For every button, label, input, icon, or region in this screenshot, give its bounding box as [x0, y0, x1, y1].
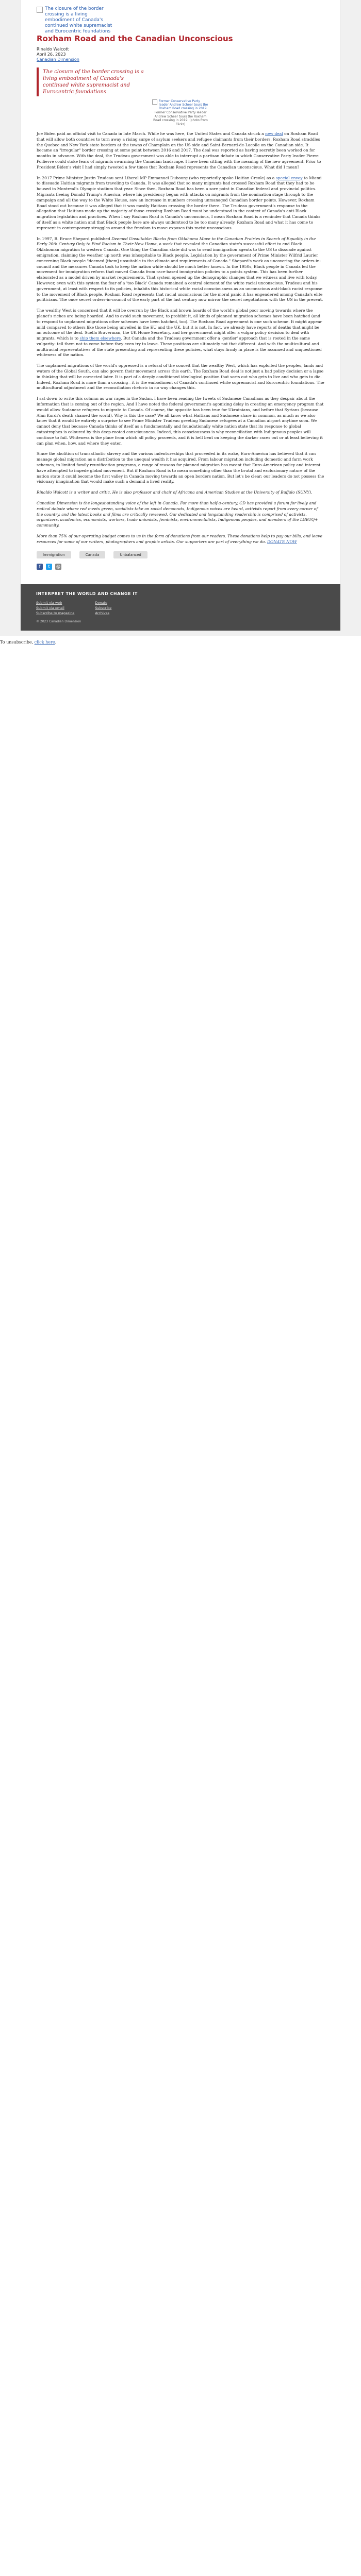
- ship-them-elsewhere-link[interactable]: ship them elsewhere: [79, 336, 121, 341]
- paragraph-text: on Roxham Road that will allow both countries to turn away a rising surge of asylum seekers and refugee claimants from their borders. Roxham Road straddles the Quebec and New York state borders at the towns of Champlain on the US side and Saint-Bernard-de-Lacolle on the Canadian side. It became an "irregular" border crossing at some point between 2016 and 2017. The deal was reported as having secretly been worked on for months in advance. With the deal, the Trudeau government was able to interrupt a partisan debate in which Conservative Party leader Pierre Poilievre could stoke fears of migrants swarming the Canadian landscape. I have been sitting with the meaning of the new agreement. Prior to President Biden's visit I had simply tweeted a few times that Roxham Road represents the Canadian unconscious. What did I mean?: [37, 131, 321, 170]
- submit-web-link[interactable]: Submit via web: [36, 600, 62, 605]
- special-envoy-link[interactable]: special envoy: [275, 175, 303, 180]
- paragraph-6: I sat down to write this column as war rages in the Sudan. I have been reading the tweets of Sudanese Canadians as they despair about the information that is coming out of the region. And I have noted the federal government's agonizing delay in creating an emergency program that would allow Sudanese refugees to migrate to Canada. Of course, the opposite has been true for Ukrainians, and before that Syrians (because Alan Kurdi's death shamed the world). Why is this the case? We all know what Haitians and Sudanese share in common, as much as we also know that it would be entirely a surprise to see Prime Minister Trudeau greeting Sudanese refugees at a Canadian airport anytime soon. We cannot deny that because Canada thinks of itself as a fundamentally and foundationally white nation state that its response to global catastrophes is coloured by this deep-rooted consciousness. Indeed, this consciousness is why reconciliation with Indigenous peoples will continue to fail. Whiteness is the place from which all policy proceeds, and it is hell bent on keeping the darker races out or at least believing it can plan when, how, and where they enter.: [37, 396, 324, 446]
- hero-image-alt: The closure of the border crossing is a living embodiment of Canada's continued white supremacist and Eurocentric foundations: [45, 6, 112, 34]
- figure-caption: Former Conservative Party leader Andrew Scheer tours the Roxham Road crossing in 2019. (photo from Flickr): [153, 111, 208, 126]
- new-deal-link[interactable]: new deal: [265, 131, 283, 136]
- paragraph-text: In 2017 Prime Minister Justin Trudeau sent Liberal MP Emmanuel Dubourg (who reportedly spoke Haitian Creole) as a: [37, 175, 276, 180]
- donate-appeal: [37, 534, 324, 545]
- footer-column-1: [36, 600, 74, 616]
- unsubscribe-period: .: [55, 639, 57, 645]
- section-link[interactable]: Canadian Dimension: [37, 57, 79, 62]
- figure-image-alt: Former Conservative Party leader Andrew Scheer tours the Roxham Road crossing in 2019.: [159, 99, 208, 110]
- submit-email-link[interactable]: Submit via email: [36, 605, 64, 610]
- tag-immigration[interactable]: Immigration: [37, 551, 71, 558]
- footer-links: [36, 600, 325, 616]
- paragraph-7: Since the abolition of transatlantic slavery and the various indentureships that proceeded in its wake, Euro-America has believed that it can manage global migration as a distribution to the unequal wealth it has acquired. From labour migration including domestic and farm work schemes, to limited family reunification programs, a range of reasons for planned migration has meant that Euro-American policy and interest have attempted to impede global movement. But if Roxham Road is to mean something other than the brutal and exclusionary nature of the nation state it could become the first valley in Canada moving towards an open borders nation. But let's be clear: our leaders do not possess the visionary imagination that would make such a demand a lived reality.: [37, 451, 324, 484]
- author-bio: Rinaldo Walcott is a writer and critic. He is also professor and chair of Africana and American Studies at the University of Buffalo (SUNY).: [37, 490, 313, 495]
- hero-image[interactable]: [37, 6, 114, 34]
- unsubscribe-text: To unsubscribe,: [0, 639, 35, 645]
- pull-quote: The closure of the border crossing is a living embodiment of Canada's continued white supremacist and Eurocentric foundations: [37, 67, 146, 96]
- article-figure: [152, 99, 209, 126]
- share-icons: [37, 564, 324, 570]
- tag-canada[interactable]: Canada: [79, 551, 106, 558]
- paragraph-text: , a work that revealed the Canadian state's successful effort to end Black Oklahoman migration to western Canada. One thing the Canadian state did was to send immigration agents to the US to dissuade against emigration, claiming the weather up north was inhospitable to Black people. Legislation by the government of Prime Minister Wilfrid Laurier concerning Black people "deemed [them] unsuitable to the climate and requirements of Canada." Shepard's work on uncovering the orders-in-council and the measures Canada took to keep the nation white should be much better known. In the 1950s, Black people in Canada led the movement for immigration reform that moved Canada from race-based immigration policies to a points system. This has been further elaborated as a model driven by market requirements. That system opened up the demographic changes that we witness and live with today. However, even with this system the fear of a 'too Black' Canada remained a central element of the white racial unconscious. Trudeau and his government, at least with respect to its policies, inhabits this historical white racial consciousness as an unconscious anti-black racist response to the movement of Black people. Roxham Road represents that racial unconscious for the moral panic it has engendered among Canada's elite politicians. The once secret orders-in-council of the early part of the last century now mirror the secret negotiations with the US in the present.: [37, 242, 323, 302]
- paragraph-text: In 1997, R. Bruce Shepard published: [37, 236, 112, 241]
- email-share-icon[interactable]: @: [56, 564, 60, 569]
- twitter-icon[interactable]: t: [46, 564, 52, 570]
- paragraph-4: [37, 308, 324, 358]
- subscribe-link[interactable]: Subscribe: [95, 605, 112, 610]
- email-wrapper: [0, 0, 361, 636]
- article-date: April 26, 2023: [37, 52, 66, 57]
- broken-image-icon: [37, 7, 43, 13]
- article-container: [21, 0, 340, 584]
- broken-image-icon: [152, 99, 157, 105]
- about-canadian-dimension: Canadian Dimension is the longest-standing voice of the left in Canada. For more than half-a-century, CD has provided a forum for lively and radical debate where red meets green, socialists take on social democrats, Indigenous voices are heard, activists report from every corner of the country, and the latest books and films are critically reviewed. Our dedicated and longstanding readership is comprised of activists, organizers, academics, economists, workers, trade unionists, feminists, environmentalists, Indigenous peoples, and members of the LGBTQ+ community.: [37, 501, 318, 528]
- paragraph-text: Joe Biden paid an official visit to Canada in late March. While he was here, the United States and Canada struck a: [37, 131, 266, 136]
- subscribe-magazine-link[interactable]: Subscribe to magazine: [36, 611, 75, 615]
- article-author: Rinaldo Walcott: [37, 47, 69, 52]
- paragraph-5: The unplanned migrations of the world's oppressed is a refusal of the conceit that the wealthy West, which has exploited the peoples, lands and waters of the Global South, can also govern their movement across this earth. The Roxham Road deal is not just a bad policy decision or a lapse in thinking that will be corrected later. It is part of a deeply conditioned ideological position that sorts out who gets to live and who gets to die. Indeed, Roxham Road is more than a crossing—it is the embodiment of Canada's continued white supremacist and Eurocentric foundations. The multicultural adjustment and the reconciliation rhetoric in no way changes this.: [37, 363, 324, 391]
- footer: [21, 584, 340, 631]
- article-meta: [37, 47, 324, 62]
- copyright: © 2023 Canadian Dimension: [36, 619, 81, 623]
- donate-text: More than 75% of our operating budget comes to us in the form of donations from our readers. These donations help to pay our bills, and leave resources for some of our writers, photographers and graphic artists. Our supporters are part of everything we do.: [37, 534, 322, 544]
- paragraph-text: The wealthy West is concerned that it will be overrun by the Black and brown hoards of the world's global poor moving towards where the planet's riches are being hoarded. And to avoid such movement, to prohibit it, all kinds of planned migration schemes have been hatched (and to respond to unplanned migrations other schemes have been hatched, too). The Roxham Road agreement is one such scheme. It might appear mild compared to others like those being unveiled in the EU and the UK, but it is not. In fact, we already have reports of deaths that might be an outcome of the deal. Suella Braverman, the UK Home Secretary, and her government might offer a vulgar policy decision to deal with migrants, which is to: [37, 308, 322, 341]
- tag-unbalanced[interactable]: Unbalanced: [113, 551, 147, 558]
- paragraph-2: [37, 176, 324, 231]
- paragraph-text: to Miami to dissuade Haitian migrants from traveling to Canada. It was alleged that so many migrants had crossed Roxham Road that they had to be housed in Montreal's Olympic stadium that year. Since then, Roxham Road has been a sore point in Canadian federal and provincial politics. Migrants fleeing Donald Trump's America, where his presidency began with attacks on migrants from the nomination stage through to the campaign and all the way to the White House, saw an increase in numbers crossing unmanaged Canadian border points. However, Roxham Road stood out because it was alleged that it was mostly Haitians crossing the border there. The Trudeau government's response to the allegation that Haitians made up the majority of those crossing Roxham Road must be understood in the context of Canada's anti-Black migration legislation and practices. When I say Roxham Road is Canada's unconscious, I mean Roxham Road is a reminder that Canada thinks of itself as a white nation and that Black people here are always understood to be too many already. Roxham Road and what it has come to represent in contemporary struggles around the freedom to move exposes this racist unconscious.: [37, 175, 322, 230]
- paragraph-3: [37, 236, 324, 303]
- footer-heading: INTERPRET THE WORLD AND CHANGE IT: [36, 591, 138, 596]
- book-title: Deemed Unsuitable: Blacks from Oklahoma Move to the Canadian Prairies in Search of Equality in the Early 20th Century Only to Find Racism in Their New Home: [37, 236, 316, 247]
- paragraph-1: [37, 131, 324, 171]
- donate-link[interactable]: Donate: [95, 600, 107, 605]
- archives-link[interactable]: Archives: [95, 611, 110, 615]
- facebook-icon[interactable]: f: [37, 564, 43, 570]
- article-title[interactable]: Roxham Road and the Canadian Unconscious: [37, 34, 233, 43]
- footer-column-2: [95, 600, 111, 616]
- donate-now-link[interactable]: DONATE NOW: [267, 539, 297, 544]
- paragraph-text: . But Canada and the Trudeau government offer a 'gentler' approach that is rooted in the same vulgarity: tell them not to come before they even try to leave. These positions are ultimately not that different. And with the multicultural and multiracial representatives of the state presenting and representing these policies, what stays firmly in place is the assumed and unquestioned whiteness of the nation.: [37, 336, 322, 358]
- figure-image: [152, 99, 209, 111]
- unsubscribe-link[interactable]: click here: [34, 639, 55, 645]
- unsubscribe-line: [0, 640, 361, 645]
- tag-list: [37, 551, 324, 558]
